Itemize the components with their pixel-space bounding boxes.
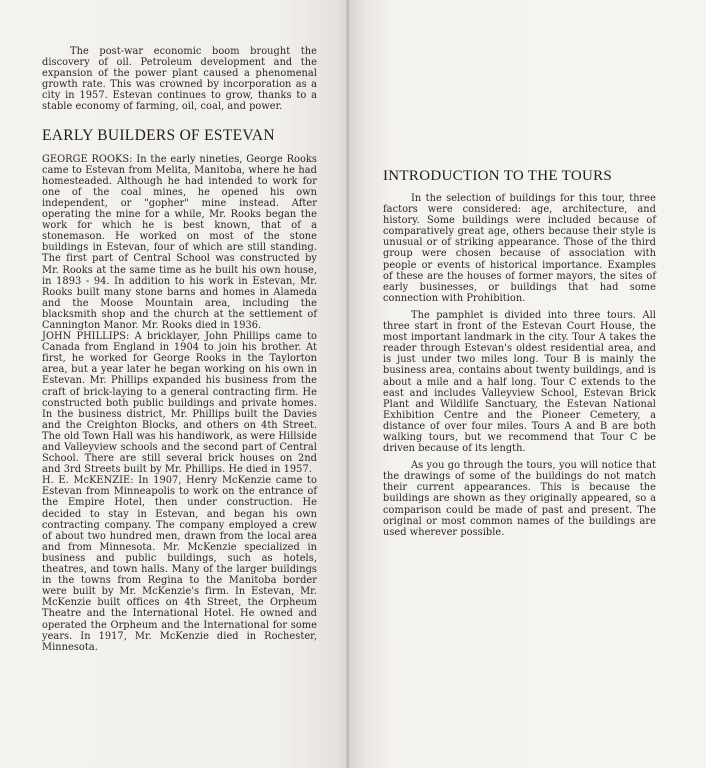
builder-name: JOHN PHILLIPS: xyxy=(42,331,130,343)
left-column xyxy=(42,46,317,653)
builder-text: A bricklayer, John Phillips came to Canada from England in 1904 to join his brother. At first, he worked for George Rooks in the Taylorton area, but a year later he began working on his own in Estevan. Mr. Phillips expanded his business from the craft of brick-laying to a general contracting firm. He constructed both public buildings and private homes. In the business district, Mr. Phillips built the Davies and the Creighton Blocks, and others on 4th Street. The old Town Hall was his handiwork, as were Hillside and Valleyview schools and the second part of Central School. There are still several brick houses on 2nd and 3rd Streets built by Mr. Phillips. He died in 1957. xyxy=(42,331,317,476)
builder-name: GEORGE ROOKS: xyxy=(42,153,133,165)
builder-text: In the early nineties, George Rooks came to Estevan from Melita, Manitoba, where he had homesteaded. Although he had intended to work for one of the coal mines, he opened his own independent, or "gopher" mine instead. After operating the mine for a while, Mr. Rooks began the work for which he is best known, that of a stonemason. He worked on most of the stone buildings in Estevan, four of which are still standing. The first part of Central School was constructed by Mr. Rooks at the same time as he built his own house, in 1893 - 94. In addition to his work in Estevan, Mr. Rooks built many stone barns and homes in Alameda and the Moose Mountain area, including the blacksmith shop and the church at the settlement of Cannington Manor. Mr. Rooks died in 1936. xyxy=(42,153,317,331)
intro-paragraph-2: The pamphlet is divided into three tours. All three start in front of the Estevan Court House, the most important landmark in the city. Tour A takes the reader through Estevan's oldest residential area, and is just under two miles long. Tour B is mainly the business area, contains about twenty buildings, and is about a mile and a half long. Tour C extends to the east and includes Valleyview School, Estevan Brick Plant and Wildlife Sanctuary, the Estevan National Exhibition Centre and the Pioneer Cemetery, a distance of over four miles. Tours A and B are both walking tours, but we recommend that Tour C be driven because of its length. xyxy=(383,309,656,455)
intro-paragraph-1: In the selection of buildings for this tour, three factors were considered: age, architecture, and history. Some buildings were included because of comparatively great age, others because their style is unusual or of striking appearance. Those of the third group were chosen because of association with people or events of historical importance. Examples of these are the houses of former mayors, the sites of early businesses, or buildings that had some connection with Prohibition. xyxy=(383,193,656,304)
builder-text: In 1907, Henry McKenzie came to Estevan from Minneapolis to work on the entrance of the Empire Hotel, then under construction. He decided to stay in Estevan, and began his own contracting company. The company employed a crew of about two hundred men, drawn from the local area and from Minnesota. Mr. McKenzie specialized in business and public buildings, such as hotels, theatres, and town halls. Many of the larger buildings in the towns from Regina to the Manitoba border were built by Mr. McKenzie's firm. In Estevan, Mr. McKenzie built offices on 4th Street, the Orpheum Theatre and the International Hotel. He owned and operated the Orpheum and the International for some years. In 1917, Mr. McKenzie died in Rochester, Minnesota. xyxy=(42,475,317,653)
introduction-heading: INTRODUCTION TO THE TOURS xyxy=(383,168,613,184)
early-builders-heading: EARLY BUILDERS OF ESTEVAN xyxy=(42,126,275,144)
right-column xyxy=(383,168,656,538)
builder-entry-mckenzie xyxy=(42,475,317,653)
builder-entry-rooks xyxy=(42,154,317,332)
builder-entry-phillips xyxy=(42,331,317,475)
builder-name: H. E. McKENZIE: xyxy=(42,475,134,487)
intro-paragraph: The post-war economic boom brought the discovery of oil. Petroleum development and the expansion of the power plant caused a phenomenal growth rate. This was crowned by incorporation as a city in 1957. Estevan continues to grow, thanks to a stable economy of farming, oil, coal, and power. xyxy=(42,46,317,113)
left-page xyxy=(0,0,348,768)
intro-paragraph-3: As you go through the tours, you will notice that the drawings of some of the buildings do not match their current appearances. This is because the buildings are shown as they originally appeared, so a comparison could be made of past and present. The original or most common names of the buildings are used wherever possible. xyxy=(383,460,656,538)
